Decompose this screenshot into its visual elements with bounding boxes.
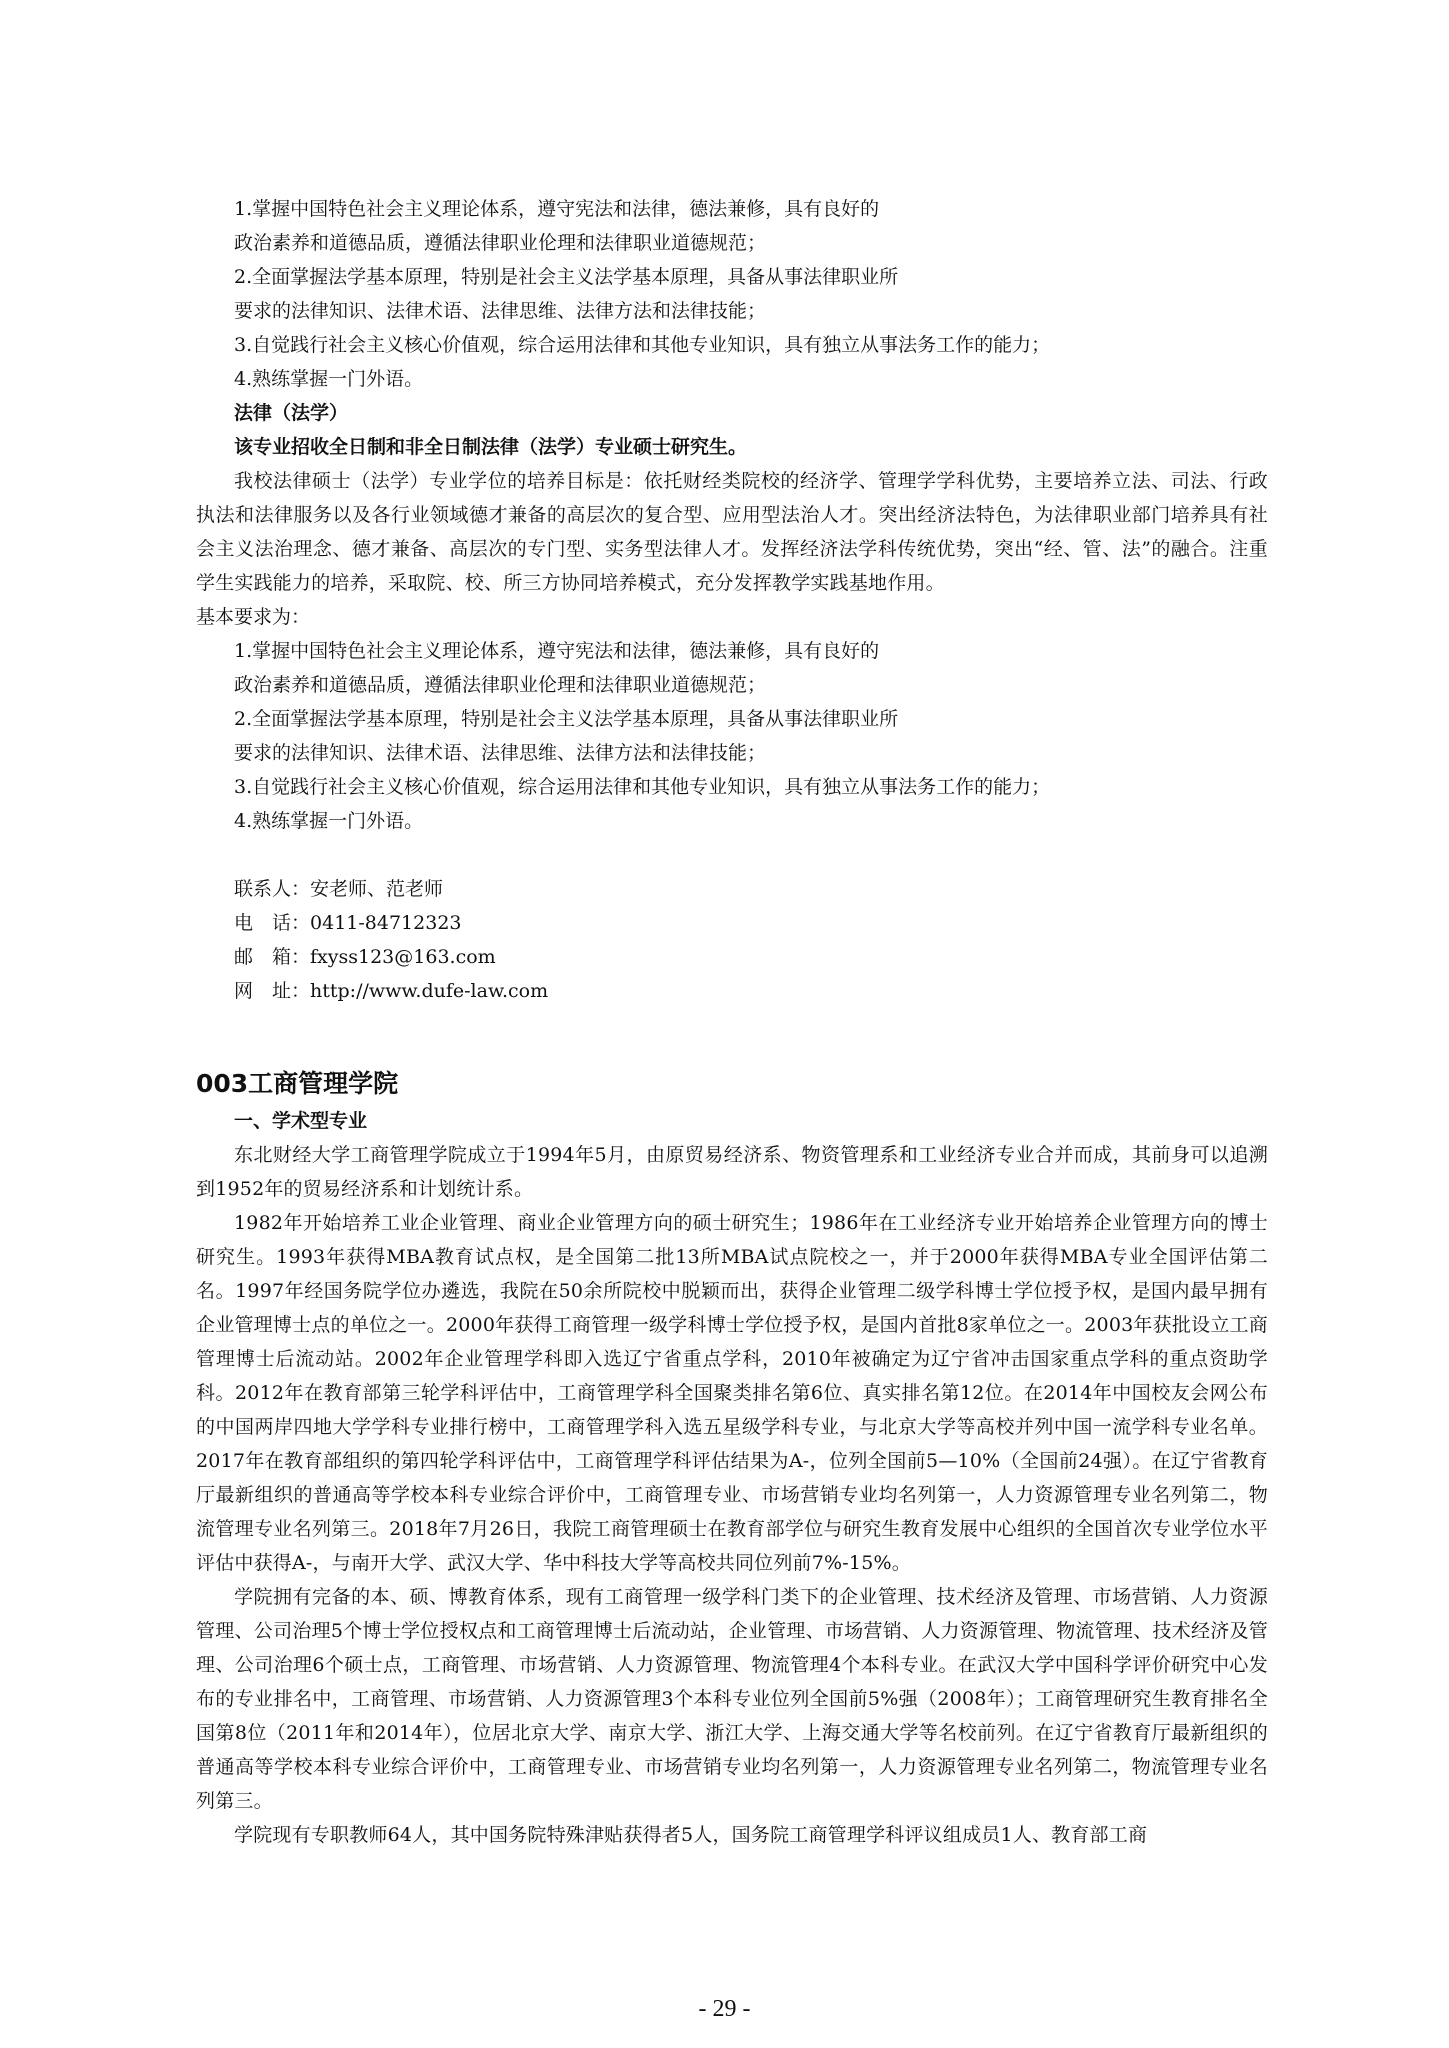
law-heading: 法律（法学） xyxy=(234,402,349,424)
requirement-3: 3.自觉践行社会主义核心价值观，综合运用法律和其他专业知识，具有独立从事法务工作的能力； xyxy=(234,334,1051,356)
section-paragraph-1: 东北财经大学工商管理学院成立于1994年5月，由原贸易经济系、物资管理系和工业经济专业合并而成，其前身可以追溯到1952年的贸易经济系和计划统计系。 xyxy=(196,1144,1268,1200)
contact-phone xyxy=(196,906,1268,940)
contact-email xyxy=(196,940,1268,974)
contact-website-value[interactable]: http://www.dufe-law.com xyxy=(310,980,549,1002)
law-enrollment: 该专业招收全日制和非全日制法律（法学）专业硕士研究生。 xyxy=(234,436,748,458)
requirement-2a: 2.全面掌握法学基本原理，特别是社会主义法学基本原理，具备从事法律职业所 xyxy=(234,266,899,288)
section-paragraph-2: 1982年开始培养工业企业管理、商业企业管理方向的硕士研究生；1986年在工业经济专业开始培养企业管理方向的博士研究生。1993年获得MBA教育试点权，是全国第二批13所MBA试点院校之一，并于2000年获得MBA专业全国评估第二名。1997年经国务院学位办遴选，我院在50余所院校中脱颖而出，获得企业管理二级学科博士学位授予权，是国内最早拥有企业管理博士点的单位之一。2000年获得工商管理一级学科博士学位授予权，是国内首批8家单位之一。2003年获批设立工商管理博士后流动站。2002年企业管理学科即入选辽宁省重点学科，2010年被确定为辽宁省冲击国家重点学科的重点资助学科。2012年在教育部第三轮学科评估中，工商管理学科全国聚类排名第6位、真实排名第12位。在2014年中国校友会网公布的中国两岸四地大学学科专业排行榜中，工商管理学科入选五星级学科专业，与北京大学等高校并列中国一流学科专业名单。2017年在教育部组织的第四轮学科评估中，工商管理学科评估结果为A-，位列全国前5—10%（全国前24强）。在辽宁省教育厅最新组织的普通高等学校本科专业综合评价中，工商管理专业、市场营销专业均名列第一，人力资源管理专业名列第二，物流管理专业名列第三。2018年7月26日，我院工商管理硕士在教育部学位与研究生教育发展中心组织的全国首次专业学位水平评估中获得A-，与南开大学、武汉大学、华中科技大学等高校共同位列前7%-15%。 xyxy=(196,1212,1268,1574)
requirement-4: 4.熟练掌握一门外语。 xyxy=(234,368,424,390)
contact-email-label: 邮 箱： xyxy=(234,946,311,968)
contact-phone-label: 电 话： xyxy=(234,912,311,934)
contact-website xyxy=(196,974,1268,1008)
law-requirement-3: 3.自觉践行社会主义核心价值观，综合运用法律和其他专业知识，具有独立从事法务工作的能力； xyxy=(234,776,1051,798)
section-title: 003工商管理学院 xyxy=(196,1069,399,1098)
section-subtitle: 一、学术型专业 xyxy=(234,1110,368,1132)
contact-email-value[interactable]: fxyss123@163.com xyxy=(310,946,496,968)
requirement-1a: 1.掌握中国特色社会主义理论体系，遵守宪法和法律，德法兼修，具有良好的 xyxy=(234,198,880,220)
law-basic-requirements: 基本要求为： xyxy=(196,606,311,628)
contact-person xyxy=(196,872,1268,906)
contact-phone-value: 0411-84712323 xyxy=(310,912,462,934)
law-requirement-2b: 要求的法律知识、法律术语、法律思维、法律方法和法律技能； xyxy=(234,742,767,764)
section-paragraph-4: 学院现有专职教师64人，其中国务院特殊津贴获得者5人，国务院工商管理学科评议组成员1人、教育部工商 xyxy=(234,1824,1148,1846)
contact-person-value: 安老师、范老师 xyxy=(310,878,444,900)
law-requirement-2a: 2.全面掌握法学基本原理，特别是社会主义法学基本原理，具备从事法律职业所 xyxy=(234,708,899,730)
law-requirement-4: 4.熟练掌握一门外语。 xyxy=(234,810,424,832)
law-goal-paragraph: 我校法律硕士（法学）专业学位的培养目标是：依托财经类院校的经济学、管理学学科优势，主要培养立法、司法、行政执法和法律服务以及各行业领域德才兼备的高层次的复合型、应用型法治人才。突出经济法特色，为法律职业部门培养具有社会主义法治理念、德才兼备、高层次的专门型、实务型法律人才。发挥经济法学科传统优势，突出“经、管、法”的融合。注重学生实践能力的培养，采取院、校、所三方协同培养模式，充分发挥教学实践基地作用。 xyxy=(196,470,1268,594)
section-paragraph-3: 学院拥有完备的本、硕、博教育体系，现有工商管理一级学科门类下的企业管理、技术经济及管理、市场营销、人力资源管理、公司治理5个博士学位授权点和工商管理博士后流动站，企业管理、市场营销、人力资源管理、物流管理、技术经济及管理、公司治理6个硕士点，工商管理、市场营销、人力资源管理、物流管理4个本科专业。在武汉大学中国科学评价研究中心发布的专业排名中，工商管理、市场营销、人力资源管理3个本科专业位列全国前5%强（2008年）；工商管理研究生教育排名全国第8位（2011年和2014年），位居北京大学、南京大学、浙江大学、上海交通大学等名校前列。在辽宁省教育厅最新组织的普通高等学校本科专业综合评价中，工商管理专业、市场营销专业均名列第一，人力资源管理专业名列第二，物流管理专业名列第三。 xyxy=(196,1586,1268,1812)
law-requirement-1b: 政治素养和道德品质，遵循法律职业伦理和法律职业道德规范； xyxy=(234,674,767,696)
law-requirement-1a: 1.掌握中国特色社会主义理论体系，遵守宪法和法律，德法兼修，具有良好的 xyxy=(234,640,880,662)
page-content xyxy=(196,192,1268,1852)
contact-person-label: 联系人： xyxy=(234,878,311,900)
requirement-1b: 政治素养和道德品质，遵循法律职业伦理和法律职业道德规范； xyxy=(234,232,767,254)
requirement-2b: 要求的法律知识、法律术语、法律思维、法律方法和法律技能； xyxy=(234,300,767,322)
page-number: - 29 - xyxy=(698,1996,751,2022)
contact-website-label: 网 址： xyxy=(234,980,311,1002)
